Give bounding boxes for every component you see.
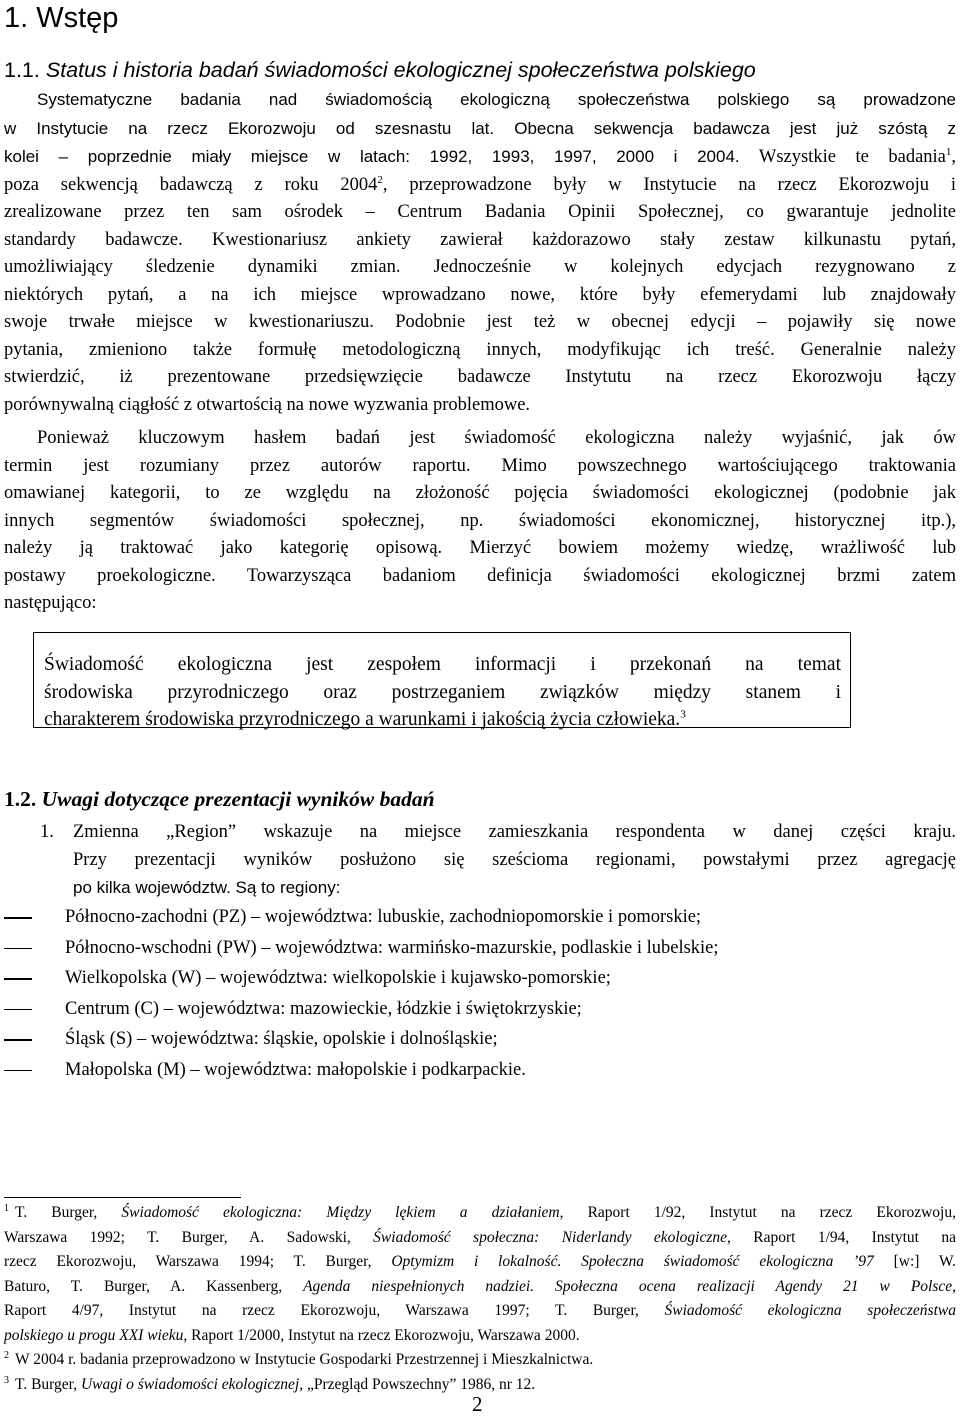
paragraph-line: omawianej kategorii, to ze względu na złożoność pojęcia świadomości ekologicznej (podobnie jak <box>4 483 956 503</box>
paragraph-line: porównywalną ciągłość z otwartością na nowe wyzwania problemowe. <box>4 394 531 415</box>
paragraph-line: standardy badawcze. Kwestionariusz ankiety zawierał każdorazowo stały zestaw kilkunastu pytań, <box>4 229 956 250</box>
list-item: Północno-wschodni (PW) – województwa: warmińsko-mazurskie, podlaskie i lubelskie; <box>4 933 954 964</box>
note-line: po kilka województw. Są to regiony: <box>73 878 341 897</box>
paragraph-definition-intro <box>4 425 956 618</box>
dash-bullet-icon <box>4 1039 32 1041</box>
footnote-ref-3[interactable]: 3 <box>680 708 686 721</box>
paragraph-line: w Instytucie na rzecz Ekorozwoju od szesnastu lat. Obecna sekwencja badawcza jest już szóstą z <box>4 118 957 138</box>
page-number: 2 <box>472 1392 483 1416</box>
paragraph-line: następująco: <box>4 593 97 613</box>
paragraph-line: zrealizowane przez ten sam ośrodek – Centrum Badania Opinii Społecznej, co gwarantuje jednolite <box>4 202 956 222</box>
footnote-line: Raport 4/97, Instytut na rzecz Ekorozwoju, Warszawa 1997; T. Burger, Świadomość ekologiczna społeczeństwa <box>4 1302 956 1319</box>
footnote-ref-2[interactable]: 2 <box>377 173 383 186</box>
footnote-mark: 1 <box>4 1203 9 1214</box>
footnote-separator <box>4 1197 241 1198</box>
paragraph-line: Systematyczne badania nad świadomością ekologiczną społeczeństwa polskiego są prowadzone <box>37 90 956 109</box>
paragraph-line: umożliwiający śledzenie dynamiki zmian. Jednocześnie w kolejnych edycjach rezygnowano z <box>4 257 956 277</box>
footnote-line: rzecz Ekorozwoju, Warszawa 1994; T. Burger, Optymizm i lokalność. Społeczna świadomość ekologiczna ’97 [w:] W. <box>4 1253 957 1270</box>
footnote-line: Baturo, T. Burger, A. Kassenberg, Agenda niespełnionych nadziei. Społeczna ocena realizacji Agendy 21 w Polsce, <box>4 1277 957 1295</box>
list-item: Śląsk (S) – województwa: śląskie, opolskie i dolnośląskie; <box>4 1024 954 1055</box>
list-item: Centrum (C) – województwa: mazowieckie, łódzkie i świętokrzyskie; <box>4 994 954 1025</box>
section-title: Status i historia badań świadomości ekologicznej społeczeństwa polskiego <box>45 58 756 82</box>
definition-line: Świadomość ekologiczna jest zespołem informacji i przekonań na temat <box>44 654 841 675</box>
section-number: 1.1. <box>4 58 40 82</box>
footnote-2 <box>4 1348 956 1373</box>
footnote-line: polskiego u progu XXI wieku, Raport 1/2000, Instytut na rzecz Ekorozwoju, Warszawa 2000. <box>4 1326 580 1344</box>
paragraph-history <box>4 86 956 419</box>
note-number: 1. <box>40 822 54 842</box>
dash-bullet-icon <box>4 1009 32 1011</box>
definition-box <box>33 632 851 728</box>
footnote-line: T. Burger, Świadomość ekologiczna: Między lękiem a działaniem, Raport 1/92, Instytut na rzecz Ekorozwoju, <box>15 1204 956 1221</box>
paragraph-line: termin jest rozumiany przez autorów raportu. Mimo powszechnego wartościującego traktowania <box>4 455 956 476</box>
region-list <box>4 902 954 1085</box>
list-item: Wielkopolska (W) – województwa: wielkopolskie i kujawsko-pomorskie; <box>4 963 954 994</box>
section-title: Uwagi dotyczące prezentacji wyników badań <box>41 787 435 811</box>
footnote-1 <box>4 1201 956 1348</box>
note-line: Przy prezentacji wyników posłużono się sześcioma regionami, powstałymi przez agregację <box>73 849 956 870</box>
footnote-line: W 2004 r. badania przeprowadzono w Instytucie Gospodarki Przestrzennej i Mieszkalnictwa. <box>15 1351 594 1368</box>
list-item: Małopolska (M) – województwa: małopolskie i podkarpackie. <box>4 1055 954 1086</box>
footnote-line: Warszawa 1992; T. Burger, A. Sadowski, Świadomość społeczna: Niderlandy ekologiczne, Raport 1/94, Instytut na <box>4 1228 956 1246</box>
footnotes <box>4 1201 956 1397</box>
paragraph-line: postawy proekologiczne. Towarzysząca badaniom definicja świadomości ekologicznej brzmi zatem <box>4 565 956 586</box>
definition-line: środowiska przyrodniczego oraz postrzeganiem związków między stanem i <box>44 681 841 703</box>
footnote-mark: 2 <box>4 1350 9 1361</box>
paragraph-line: innych segmentów świadomości społecznej, np. świadomości ekonomicznej, historycznej itp.), <box>4 510 956 531</box>
paragraph-line: niektórych pytań, a na ich miejsce wprowadzano nowe, które były efemerydami lub znajdowały <box>4 284 956 305</box>
paragraph-line: kolei – poprzednie miały miejsce w latach: 1992, 1993, 1997, 2000 i 2004. Wszystkie te badania$^1$, <box>4 145 957 167</box>
section-number: 1.2. <box>4 787 37 811</box>
paragraph-line: Ponieważ kluczowym hasłem badań jest świadomość ekologiczna należy wyjaśnić, jak ów <box>37 428 956 448</box>
paragraph-line: pytania, zmieniono także formułę metodologiczną innych, modyfikując ich treść. Generalnie należy <box>4 339 956 360</box>
paragraph-line: należy ją traktować jako kategorię opisową. Mierzyć bowiem możemy wiedzę, wrażliwość lub <box>4 538 956 558</box>
paragraph-line: stwierdzić, iż prezentowane przedsięwzięcie badawcze Instytutu na rzecz Ekorozwoju łączy <box>4 367 956 387</box>
section-heading-1-1 <box>4 58 756 83</box>
paragraph-line: poza sekwencją badawczą z roku 2004$^2$, przeprowadzone były w Instytucie na rzecz Ekorozwoju i <box>4 173 956 195</box>
footnote-line: T. Burger, Uwagi o świadomości ekologicznej, „Przegląd Powszechny” 1986, nr 12. <box>15 1375 536 1393</box>
list-item: Północno-zachodni (PZ) – województwa: lubuskie, zachodniopomorskie i pomorskie; <box>4 902 954 933</box>
footnote-ref-1[interactable]: 1 <box>945 145 952 158</box>
dash-bullet-icon <box>4 978 32 980</box>
section-heading-1-2 <box>4 787 435 812</box>
definition-line: charakterem środowiska przyrodniczego a warunkami i jakością życia człowieka.$^3$ <box>44 708 686 730</box>
dash-bullet-icon <box>4 948 32 950</box>
dash-bullet-icon <box>4 1070 32 1072</box>
numbered-note-1 <box>40 819 956 903</box>
footnote-mark: 3 <box>4 1374 9 1386</box>
paragraph-line: swoje trwałe miejsce w kwestionariuszu. Podobnie jest też w obecnej edycji – pojawiły się nowe <box>4 312 956 332</box>
dash-bullet-icon <box>4 917 32 919</box>
note-line: Zmienna „Region” wskazuje na miejsce zamieszkania respondenta w danej części kraju. <box>73 822 956 842</box>
chapter-heading: 1. Wstęp <box>4 2 119 34</box>
